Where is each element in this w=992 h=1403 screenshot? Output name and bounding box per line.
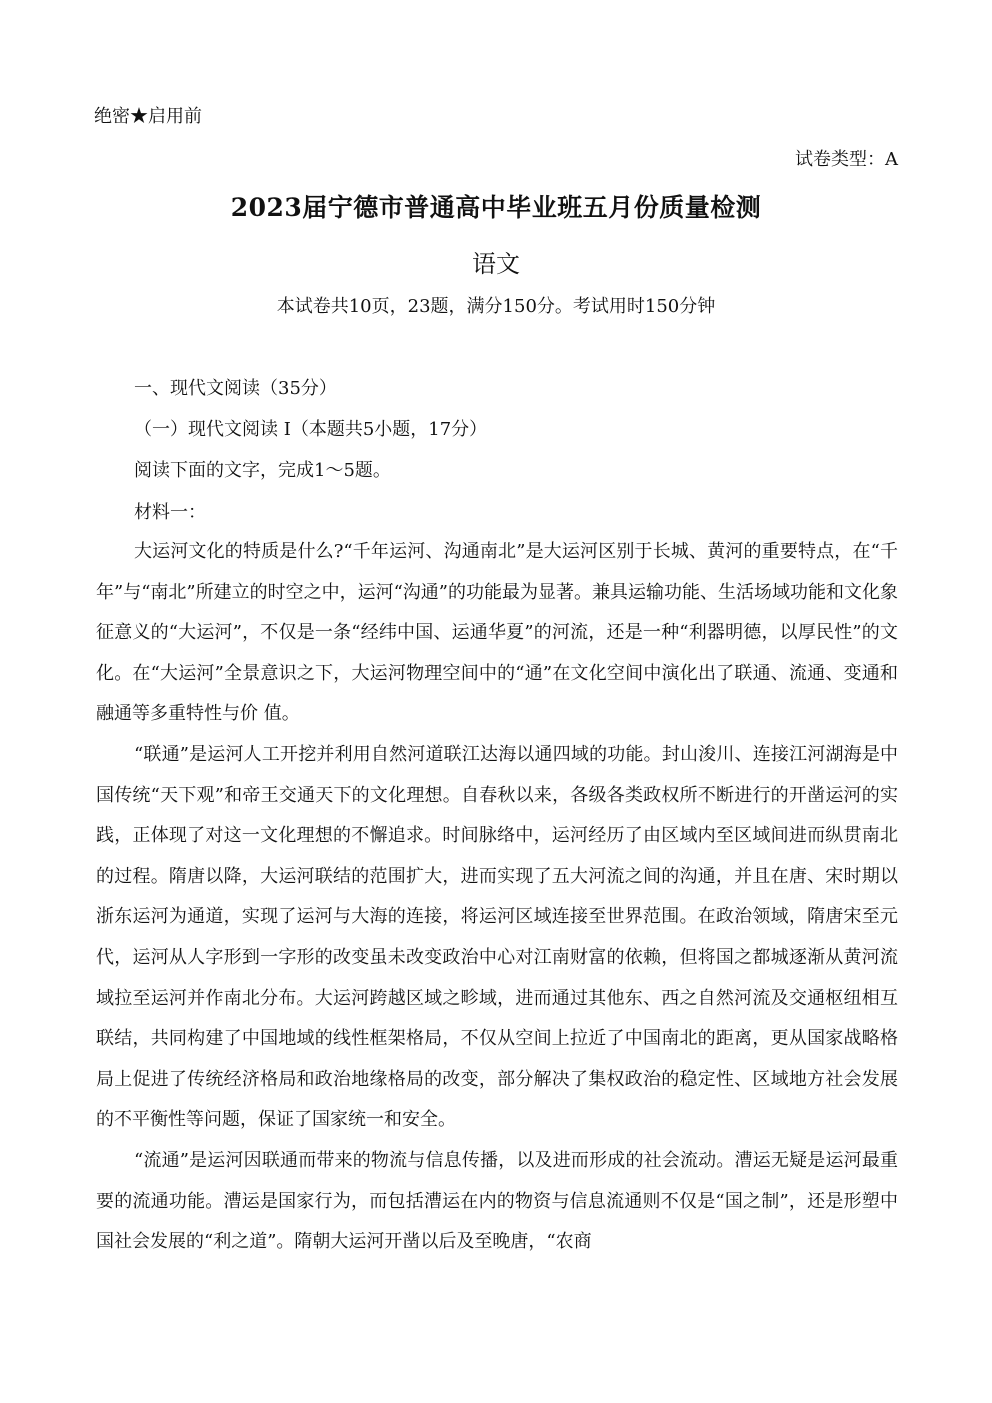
material-label: 材料一： [134,502,206,523]
exam-info: 本试卷共10页，23题，满分150分。考试用时150分钟 [276,296,716,317]
paragraph: “联通”是运河人工开挖并利用自然河道联江达海以通四域的功能。封山浚川、连接江河湖海是中国传统“天下观”和帝王交通天下的文化理想。自春秋以来，各级各类政权所不断进行的开凿运河的实践，正体现了对这一文化理想的不懈追求。时间脉络中，运河经历了由区域内至区域间进而纵贯南北的过程。隋唐以降，大运河联结的范围扩大，进而实现了五大河流之间的沟通，并且在唐、宋时期以浙东运河为通道，实现了运河与大海的连接，将运河区域连接至世界范围。在政治领域，隋唐宋至元代，运河从人字形到一字形的改变虽未改变政治中心对江南财富的依赖，但将国之都城逐渐从黄河流域拉至运河并作南北分布。大运河跨越区域之畛域，进而通过其他东、西之自然河流及交通枢纽相互联结，共同构建了中国地域的线性框架格局，不仅从空间上拉近了中国南北的距离，更从国家战略格局上促进了传统经济格局和政治地缘格局的改变，部分解决了集权政治的稳定性、区域地方社会发展的不平衡性等问题，保证了国家统一和安全。 [96,743,898,1131]
paper-type: 试卷类型：A [795,149,898,170]
exam-subject: 语文 [472,250,520,278]
exam-title: 2023届宁德市普通高中毕业班五月份质量检测 [230,193,762,222]
secret-label: 绝密★启用前 [94,106,202,127]
subsection-heading: （一）现代文阅读 I（本题共5小题，17分） [134,419,488,440]
paragraph: 大运河文化的特质是什么?“千年运河、沟通南北”是大运河区别于长城、黄河的重要特点，在“千年”与“南北”所建立的时空之中，运河“沟通”的功能最为显著。兼具运输功能、生活场域功能和文化象征意义的“大运河”，不仅是一条“经纬中国、运通华夏”的河流，还是一种“利器明德，以厚民性”的文化。在“大运河”全景意识之下，大运河物理空间中的“通”在文化空间中演化出了联通、流通、变通和融通等多重特性与价 值。 [96,541,899,725]
paragraph: “流通”是运河因联通而带来的物流与信息传播，以及进而形成的社会流动。漕运无疑是运河最重要的流通功能。漕运是国家行为，而包括漕运在内的物资与信息流通则不仅是“国之制”，还是形塑中国社会发展的“利之道”。隋朝大运河开凿以后及至晚唐，“农商 [96,1149,898,1253]
section-heading: 一、现代文阅读（35分） [134,378,337,399]
instruction-text: 阅读下面的文字，完成1～5题。 [134,460,391,481]
reading-passage [96,532,898,1263]
